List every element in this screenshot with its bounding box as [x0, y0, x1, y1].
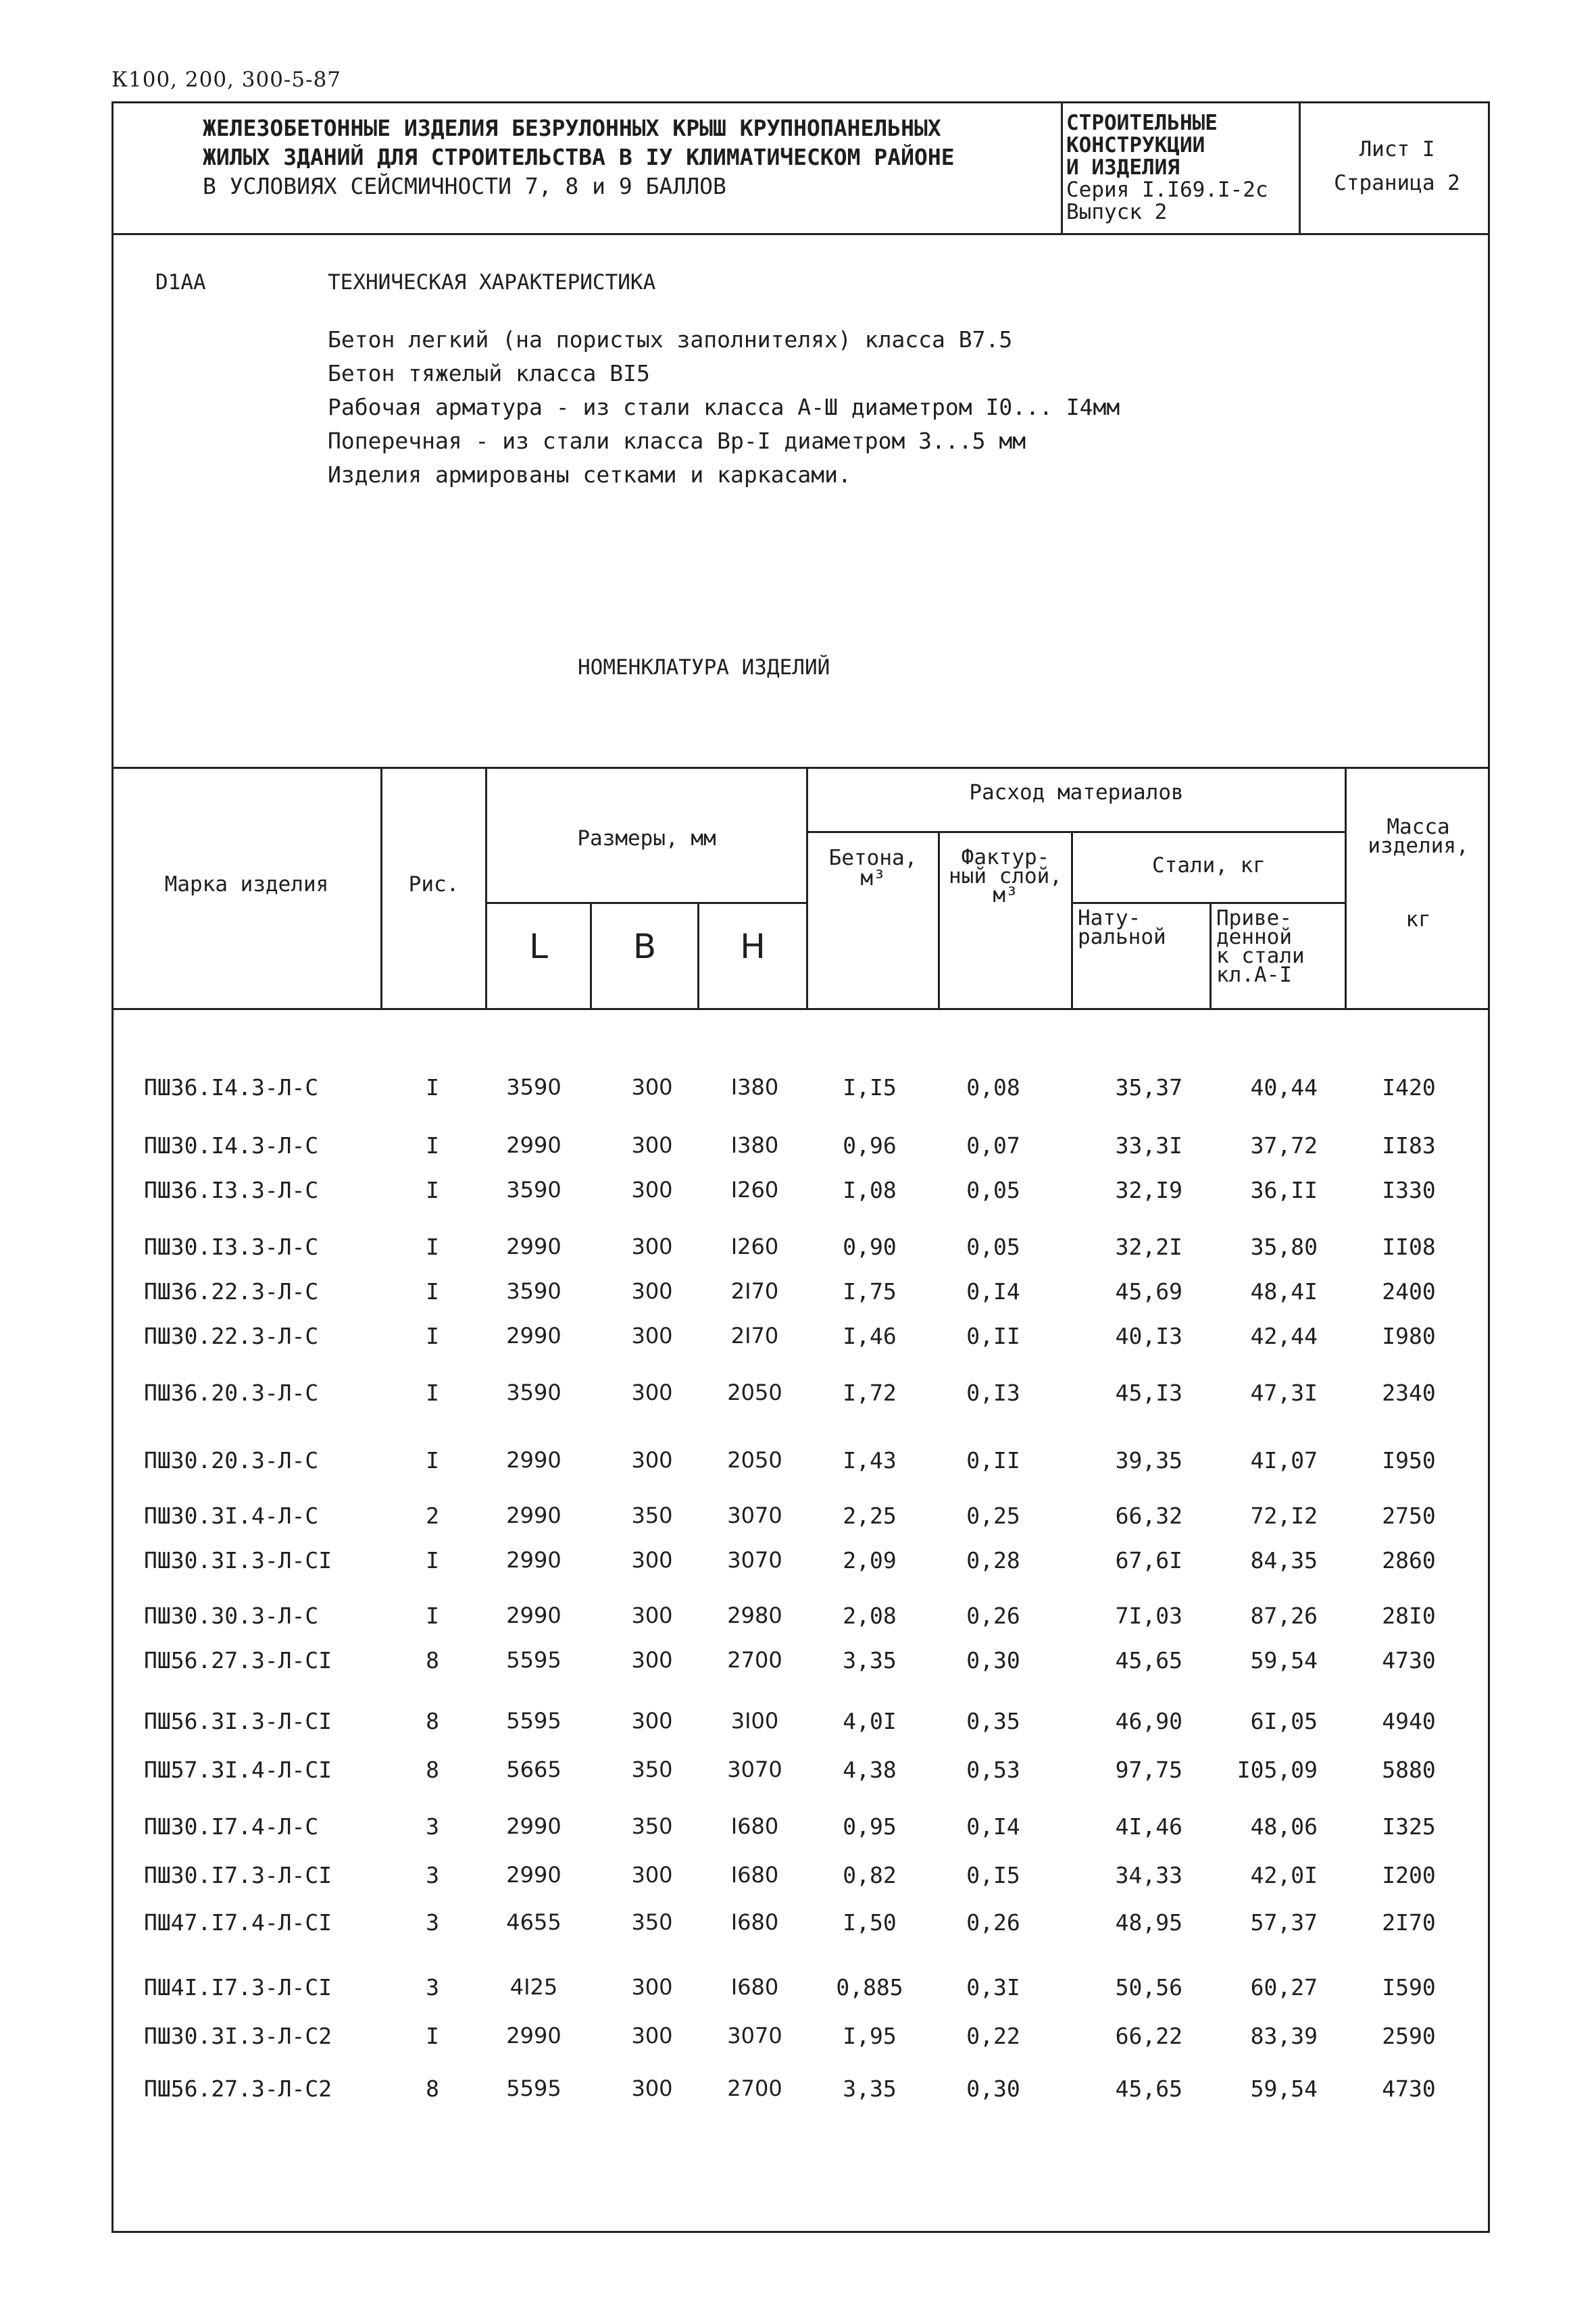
cell-fig: 3 — [426, 1813, 439, 1840]
cell-B: 300 — [631, 1708, 673, 1734]
table-row — [0, 1132, 1596, 1159]
cell-mass: I325 — [1382, 1813, 1436, 1840]
cell-H: I260 — [730, 1234, 779, 1259]
cell-L: 2990 — [506, 1323, 562, 1349]
cell-B: 300 — [631, 1132, 673, 1158]
cell-L: 3590 — [506, 1278, 562, 1304]
cell-mark: ПШ30.I3.3-Л-С — [144, 1234, 319, 1260]
cell-fig: 3 — [426, 1862, 439, 1888]
cell-fig: I — [426, 1132, 439, 1159]
cell-facing: 0,I4 — [966, 1278, 1020, 1305]
cell-H: I680 — [730, 1909, 779, 1935]
header-sizes: Размеры, мм — [577, 826, 716, 851]
cell-mark: ПШ47.I7.4-Л-СI — [144, 1909, 332, 1936]
cell-concrete: 4,0I — [843, 1708, 897, 1734]
cell-concrete: I,50 — [843, 1909, 897, 1936]
header-reduced — [1216, 906, 1345, 987]
header-concrete-line: Бетона, — [828, 846, 918, 870]
cell-H: 3070 — [727, 1503, 782, 1528]
header-mass — [1347, 815, 1490, 858]
cell-facing: 0,08 — [966, 1074, 1020, 1101]
cell-facing: 0,05 — [966, 1177, 1020, 1203]
cell-fig: I — [426, 1603, 439, 1629]
header-facing-line: ный слой, — [949, 864, 1062, 888]
cell-fig: I — [426, 2023, 439, 2049]
cell-mark: ПШ30.I7.4-Л-С — [144, 1813, 319, 1840]
cell-steel-reduced: 57,37 — [1250, 1909, 1318, 1936]
cell-facing: 0,28 — [966, 1547, 1020, 1574]
cell-steel-reduced: 60,27 — [1250, 1974, 1318, 2001]
cell-mass: 2400 — [1382, 1278, 1436, 1305]
cell-B: 300 — [631, 1974, 673, 2000]
cell-steel-reduced: 42,44 — [1250, 1323, 1318, 1349]
cell-concrete: 2,09 — [843, 1547, 897, 1574]
cell-H: I680 — [730, 1813, 779, 1839]
cell-mass: 5880 — [1382, 1757, 1436, 1783]
cell-mass: 4730 — [1382, 2076, 1436, 2102]
cell-mass: I950 — [1382, 1447, 1436, 1474]
cell-steel-reduced: 87,26 — [1250, 1603, 1318, 1629]
cell-facing: 0,I4 — [966, 1813, 1020, 1840]
table-row — [0, 2076, 1596, 2103]
tech-lines — [328, 323, 1120, 492]
table-row — [0, 1708, 1596, 1735]
cell-facing: 0,26 — [966, 1909, 1020, 1936]
cell-L: 3590 — [506, 1380, 562, 1405]
table-row — [0, 1177, 1596, 1204]
cell-B: 300 — [631, 1234, 673, 1259]
cell-fig: 2 — [426, 1503, 439, 1529]
sheet-number: Лист I — [1359, 137, 1435, 161]
tech-line: Бетон легкий (на пористых заполнителях) класса В7.5 — [328, 326, 1013, 353]
col-line — [1210, 902, 1212, 1010]
cell-mark: ПШ30.3I.3-Л-С2 — [144, 2023, 332, 2049]
cell-steel-reduced: 72,I2 — [1250, 1503, 1318, 1529]
col-line — [806, 767, 808, 1010]
cell-L: 4655 — [506, 1909, 562, 1935]
series-line: КОНСТРУКЦИИ — [1066, 133, 1205, 157]
cell-concrete: I,43 — [843, 1447, 897, 1474]
cell-concrete: 3,35 — [843, 2076, 897, 2102]
cell-L: 2990 — [506, 1862, 562, 1888]
cell-steel-reduced: 36,II — [1250, 1177, 1318, 1203]
document-code: К100, 200, 300-5-87 — [111, 68, 342, 92]
header-facing-line: Фактур- — [961, 845, 1050, 870]
table-row — [0, 1503, 1596, 1530]
cell-B: 300 — [631, 1380, 673, 1405]
cell-mass: 28I0 — [1382, 1603, 1436, 1629]
cell-B: 300 — [631, 1603, 673, 1628]
cell-concrete: 4,38 — [843, 1757, 897, 1783]
cell-H: 2I70 — [730, 1278, 779, 1304]
cell-mark: ПШ30.20.3-Л-С — [144, 1447, 319, 1474]
header-reduced-line: Приве- — [1216, 906, 1292, 930]
series-line: Выпуск 2 — [1066, 200, 1168, 224]
cell-L: 5595 — [506, 1647, 562, 1673]
cell-steel-reduced: 37,72 — [1250, 1132, 1318, 1159]
cell-steel-natural: 45,65 — [1115, 1647, 1182, 1674]
cell-steel-natural: 48,95 — [1115, 1909, 1182, 1936]
cell-H: 2050 — [727, 1447, 782, 1473]
cell-mass: 2750 — [1382, 1503, 1436, 1529]
cell-steel-natural: 7I,03 — [1115, 1603, 1182, 1629]
cell-fig: I — [426, 1547, 439, 1574]
cell-B: 300 — [631, 1177, 673, 1203]
cell-mark: ПШ56.27.3-Л-С2 — [144, 2076, 332, 2102]
cell-mass: 2590 — [1382, 2023, 1436, 2049]
header-sheet — [1304, 132, 1490, 200]
table-row — [0, 1447, 1596, 1474]
cell-H: 2050 — [727, 1380, 782, 1405]
cell-H: I680 — [730, 1974, 779, 2000]
cell-fig: 8 — [426, 1757, 439, 1783]
cell-fig: I — [426, 1447, 439, 1474]
cell-facing: 0,26 — [966, 1603, 1020, 1629]
cell-mass: II08 — [1382, 1234, 1436, 1260]
cell-B: 300 — [631, 1647, 673, 1673]
cell-fig: I — [426, 1074, 439, 1101]
cell-H: 3I00 — [730, 1708, 779, 1734]
cell-H: 2700 — [727, 1647, 782, 1673]
header-concrete — [808, 848, 938, 888]
cell-L: 5665 — [506, 1757, 562, 1782]
cell-H: I680 — [730, 1862, 779, 1888]
cell-concrete: 0,96 — [843, 1132, 897, 1159]
cell-concrete: 2,08 — [843, 1603, 897, 1629]
table-row — [0, 1380, 1596, 1407]
table-row — [0, 1074, 1596, 1101]
cell-facing: 0,05 — [966, 1234, 1020, 1260]
cell-mass: I330 — [1382, 1177, 1436, 1203]
table-row — [0, 1278, 1596, 1305]
cell-H: 2700 — [727, 2076, 782, 2101]
cell-concrete: 0,95 — [843, 1813, 897, 1840]
cell-steel-natural: 66,22 — [1115, 2023, 1182, 2049]
tech-line: Бетон тяжелый класса ВI5 — [328, 360, 650, 386]
table-row — [0, 2023, 1596, 2050]
cell-B: 300 — [631, 1323, 673, 1349]
header-natural-line: Нату- — [1078, 906, 1141, 930]
cell-fig: I — [426, 1234, 439, 1260]
cell-L: 2990 — [506, 1547, 562, 1573]
cell-steel-natural: 32,2I — [1115, 1234, 1182, 1260]
cell-mass: II83 — [1382, 1132, 1436, 1159]
cell-facing: 0,35 — [966, 1708, 1020, 1734]
cell-H: 2I70 — [730, 1323, 779, 1349]
cell-steel-reduced: 4I,07 — [1250, 1447, 1318, 1474]
cell-mark: ПШ30.3I.3-Л-СI — [144, 1547, 332, 1574]
cell-steel-natural: 45,65 — [1115, 2076, 1182, 2102]
cell-facing: 0,30 — [966, 2076, 1020, 2102]
cell-concrete: I,75 — [843, 1278, 897, 1305]
cell-steel-natural: 32,I9 — [1115, 1177, 1182, 1203]
header-divider-2 — [1299, 101, 1301, 234]
header-H: H — [740, 927, 766, 966]
cell-H: I380 — [730, 1132, 779, 1158]
cell-mass: I590 — [1382, 1974, 1436, 2001]
cell-facing: 0,I3 — [966, 1380, 1020, 1406]
header-B: B — [632, 927, 657, 966]
cell-steel-reduced: 84,35 — [1250, 1547, 1318, 1574]
cell-fig: 8 — [426, 1708, 439, 1734]
header-title — [203, 114, 1054, 201]
row-line — [806, 831, 1345, 833]
header-title-line: ЖЕЛЕЗОБЕТОННЫЕ ИЗДЕЛИЯ БЕЗРУЛОННЫХ КРЫШ КРУПНОПАНЕЛЬНЫХ — [203, 115, 941, 141]
cell-H: 3070 — [727, 2023, 782, 2048]
cell-fig: 3 — [426, 1974, 439, 2001]
series-line: СТРОИТЕЛЬНЫЕ — [1066, 111, 1218, 135]
cell-facing: 0,07 — [966, 1132, 1020, 1159]
cell-L: 4I25 — [509, 1974, 558, 2000]
cell-fig: I — [426, 1278, 439, 1305]
row-line — [1071, 902, 1345, 904]
tech-title: ТЕХНИЧЕСКАЯ ХАРАКТЕРИСТИКА — [328, 270, 656, 295]
cell-steel-natural: 50,56 — [1115, 1974, 1182, 2001]
header-facing-unit: м³ — [993, 883, 1018, 907]
cell-concrete: I,46 — [843, 1323, 897, 1349]
cell-mass: 2340 — [1382, 1380, 1436, 1406]
header-consumption: Расход материалов — [969, 780, 1184, 805]
cell-steel-natural: 66,32 — [1115, 1503, 1182, 1529]
cell-H: 2980 — [727, 1603, 782, 1628]
cell-steel-natural: 97,75 — [1115, 1757, 1182, 1783]
cell-mark: ПШ36.22.3-Л-С — [144, 1278, 319, 1305]
cell-mass: 4940 — [1382, 1708, 1436, 1734]
cell-concrete: 3,35 — [843, 1647, 897, 1674]
cell-L: 5595 — [506, 2076, 562, 2101]
cell-fig: 3 — [426, 1909, 439, 1936]
tech-line: Поперечная - из стали класса Вр-I диаметром 3...5 мм — [328, 428, 1026, 454]
cell-mass: I420 — [1382, 1074, 1436, 1101]
cell-mark: ПШ30.I7.3-Л-СI — [144, 1862, 332, 1888]
series-line: Серия I.I69.I-2с — [1066, 178, 1268, 202]
table-row — [0, 1234, 1596, 1261]
cell-steel-natural: 4I,46 — [1115, 1813, 1182, 1840]
cell-B: 350 — [631, 1813, 673, 1839]
cell-steel-natural: 39,35 — [1115, 1447, 1182, 1474]
cell-mass: 2I70 — [1382, 1909, 1436, 1936]
cell-steel-reduced: 35,80 — [1250, 1234, 1318, 1260]
cell-L: 2990 — [506, 1447, 562, 1473]
cell-steel-natural: 67,6I — [1115, 1547, 1182, 1574]
table-row — [0, 1757, 1596, 1784]
header-facing — [940, 845, 1071, 907]
cell-B: 300 — [631, 1862, 673, 1888]
cell-steel-natural: 34,33 — [1115, 1862, 1182, 1888]
cell-facing: 0,53 — [966, 1757, 1020, 1783]
cell-mass: I980 — [1382, 1323, 1436, 1349]
cell-steel-natural: 45,I3 — [1115, 1380, 1182, 1406]
cell-H: 3070 — [727, 1547, 782, 1573]
header-steel: Стали, кг — [1152, 853, 1266, 878]
row-line — [485, 902, 806, 904]
cell-B: 300 — [631, 1447, 673, 1473]
tech-line: Изделия армированы сетками и каркасами. — [328, 461, 851, 488]
cell-mark: ПШ30.3I.4-Л-С — [144, 1503, 319, 1529]
header-mass-unit: кг — [1405, 907, 1431, 932]
header-title-line: ЖИЛЫХ ЗДАНИЙ ДЛЯ СТРОИТЕЛЬСТВА В IУ КЛИМАТИЧЕСКОМ РАЙОНЕ — [203, 144, 955, 170]
table-row — [0, 1323, 1596, 1350]
cell-L: 3590 — [506, 1074, 562, 1100]
header-reduced-line: кл.А-I — [1216, 963, 1292, 987]
cell-steel-reduced: 48,06 — [1250, 1813, 1318, 1840]
cell-L: 2990 — [506, 1132, 562, 1158]
cell-mark: ПШ36.I4.3-Л-С — [144, 1074, 319, 1101]
cell-concrete: 0,90 — [843, 1234, 897, 1260]
cell-facing: 0,25 — [966, 1503, 1020, 1529]
table-row — [0, 1547, 1596, 1574]
header-title-line: В УСЛОВИЯХ СЕЙСМИЧНОСТИ 7, 8 и 9 БАЛЛОВ — [203, 173, 726, 199]
cell-steel-reduced: 47,3I — [1250, 1380, 1318, 1406]
series-line: И ИЗДЕЛИЯ — [1066, 155, 1180, 180]
cell-steel-reduced: 42,0I — [1250, 1862, 1318, 1888]
cell-mark: ПШ30.22.3-Л-С — [144, 1323, 319, 1349]
cell-mark: ПШ57.3I.4-Л-СI — [144, 1757, 332, 1783]
header-natural — [1078, 906, 1206, 949]
cell-mark: ПШ56.27.3-Л-СI — [144, 1647, 332, 1674]
col-line — [485, 767, 487, 1010]
cell-L: 5595 — [506, 1708, 562, 1734]
cell-mass: I200 — [1382, 1862, 1436, 1888]
header-reduced-line: к стали — [1216, 944, 1305, 968]
header-divider-1 — [1061, 101, 1063, 234]
cell-B: 300 — [631, 1278, 673, 1304]
cell-B: 300 — [631, 1547, 673, 1573]
table-row — [0, 1647, 1596, 1674]
table-header-bottom-line — [111, 1008, 1490, 1010]
cell-B: 350 — [631, 1503, 673, 1528]
cell-fig: 8 — [426, 2076, 439, 2102]
cell-facing: 0,3I — [966, 1974, 1020, 2001]
cell-H: 3070 — [727, 1757, 782, 1782]
cell-mark: ПШ4I.I7.3-Л-СI — [144, 1974, 332, 2001]
header-concrete-unit: м³ — [860, 866, 886, 890]
cell-concrete: I,I5 — [843, 1074, 897, 1101]
table-row — [0, 1909, 1596, 1936]
cell-H: I380 — [730, 1074, 779, 1100]
cell-steel-reduced: 6I,05 — [1250, 1708, 1318, 1734]
cell-concrete: I,08 — [843, 1177, 897, 1203]
header-mark: Марка изделия — [164, 872, 329, 897]
table-row — [0, 1862, 1596, 1889]
cell-steel-reduced: 83,39 — [1250, 2023, 1318, 2049]
cell-L: 2990 — [506, 1813, 562, 1839]
cell-L: 2990 — [506, 1603, 562, 1628]
table-row — [0, 1603, 1596, 1630]
cell-B: 300 — [631, 2023, 673, 2048]
header-mass-line: Масса — [1387, 815, 1450, 839]
cell-mark: ПШ36.20.3-Л-С — [144, 1380, 319, 1406]
nomenclature-title: НОМЕНКЛАТУРА ИЗДЕЛИЙ — [578, 655, 830, 680]
doc-code: D1AA — [155, 270, 206, 295]
cell-steel-natural: 33,3I — [1115, 1132, 1182, 1159]
cell-fig: I — [426, 1323, 439, 1349]
cell-L: 2990 — [506, 1503, 562, 1528]
cell-fig: I — [426, 1380, 439, 1406]
cell-concrete: 2,25 — [843, 1503, 897, 1529]
cell-steel-natural: 46,90 — [1115, 1708, 1182, 1734]
cell-facing: 0,II — [966, 1323, 1020, 1349]
cell-L: 3590 — [506, 1177, 562, 1203]
cell-mark: ПШ56.3I.3-Л-СI — [144, 1708, 332, 1734]
header-L: L — [529, 927, 548, 966]
cell-B: 350 — [631, 1757, 673, 1782]
table-row — [0, 1813, 1596, 1840]
col-line — [1345, 767, 1347, 1010]
header-bottom-line — [111, 233, 1490, 235]
cell-steel-natural: 40,I3 — [1115, 1323, 1182, 1349]
cell-concrete: 0,82 — [843, 1862, 897, 1888]
cell-steel-reduced: 48,4I — [1250, 1278, 1318, 1305]
cell-mark: ПШ30.I4.3-Л-С — [144, 1132, 319, 1159]
cell-L: 2990 — [506, 1234, 562, 1259]
cell-steel-natural: 35,37 — [1115, 1074, 1182, 1101]
cell-mass: 4730 — [1382, 1647, 1436, 1674]
table-top-line — [111, 767, 1490, 769]
cell-concrete: I,95 — [843, 2023, 897, 2049]
cell-mass: 2860 — [1382, 1547, 1436, 1574]
header-reduced-line: денной — [1216, 925, 1292, 949]
cell-H: I260 — [730, 1177, 779, 1203]
header-fig: Рис. — [408, 872, 459, 897]
cell-B: 350 — [631, 1909, 673, 1935]
cell-fig: 8 — [426, 1647, 439, 1674]
cell-L: 2990 — [506, 2023, 562, 2048]
cell-facing: 0,22 — [966, 2023, 1020, 2049]
cell-steel-natural: 45,69 — [1115, 1278, 1182, 1305]
page-number: Страница 2 — [1334, 171, 1460, 195]
header-mass-line: изделия, — [1368, 834, 1469, 858]
cell-facing: 0,30 — [966, 1647, 1020, 1674]
cell-facing: 0,II — [966, 1447, 1020, 1474]
cell-mark: ПШ30.30.3-Л-С — [144, 1603, 319, 1629]
cell-mark: ПШ36.I3.3-Л-С — [144, 1177, 319, 1203]
header-natural-line: ральной — [1078, 925, 1166, 949]
cell-fig: I — [426, 1177, 439, 1203]
tech-line: Рабочая арматура - из стали класса А-Ш диаметром I0... I4мм — [328, 394, 1120, 420]
cell-steel-reduced: 40,44 — [1250, 1074, 1318, 1101]
header-series — [1066, 112, 1296, 224]
cell-steel-reduced: I05,09 — [1237, 1757, 1318, 1783]
cell-steel-reduced: 59,54 — [1250, 1647, 1318, 1674]
cell-facing: 0,I5 — [966, 1862, 1020, 1888]
cell-concrete: I,72 — [843, 1380, 897, 1406]
cell-B: 300 — [631, 1074, 673, 1100]
table-row — [0, 1974, 1596, 2001]
cell-concrete: 0,885 — [836, 1974, 903, 2001]
cell-steel-reduced: 59,54 — [1250, 2076, 1318, 2102]
cell-B: 300 — [631, 2076, 673, 2101]
